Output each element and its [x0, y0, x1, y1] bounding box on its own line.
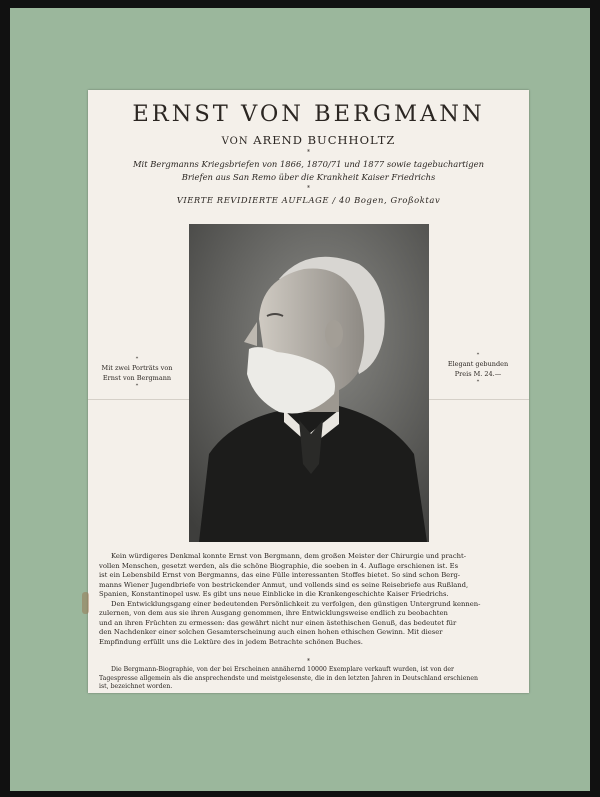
star-ornament: *	[476, 379, 480, 385]
author-name: AREND BUCHHOLTZ	[253, 133, 396, 147]
body-line: den Nachdenker einer solchen Gesamterscheinung auch einen hohen ethischen Gewinn. Mit dieser	[99, 628, 443, 636]
portrait-illustration	[189, 224, 429, 542]
subtitle-line-2: Briefen aus San Remo über die Krankheit Kaiser Friedrichs	[181, 173, 436, 183]
right-note	[438, 352, 518, 386]
footer-line: Tagespresse allgemein als die ansprechendste und meistgelesenste, die in den letzten Jahren in Deutschland erschienen	[99, 674, 479, 682]
body-line: ist ein Lebensbild Ernst von Bergmanns, das eine Fülle interessanten Stoffes bietet. So sind schon Berg-	[99, 571, 461, 579]
star-ornament: *	[307, 658, 310, 665]
advertisement-sheet	[88, 90, 529, 693]
body-line: zulernen, von dem aus sie ihren Ausgang genommen, ihre Entwicklungsweise endlich zu beobachten	[99, 609, 448, 617]
subtitle-line-1: Mit Bergmanns Kriegsbriefen von 1866, 1870/71 und 1877 sowie tagebuchartigen	[132, 160, 485, 170]
body-line: vollen Menschen, gesetzt werden, als die schöne Biographie, die soeben in 4. Auflage erschienen ist. Es	[99, 561, 459, 570]
footer-note	[99, 666, 519, 692]
left-note	[97, 356, 177, 390]
body-text	[99, 552, 519, 647]
edition-line: VIERTE REVIDIERTE AUFLAGE / 40 Bogen, Großoktav	[176, 196, 441, 206]
right-note-line: Elegant gebunden	[447, 360, 509, 368]
portrait-photo	[189, 224, 429, 542]
footer-line: ist, bezeichnet worden.	[99, 683, 173, 690]
body-line: manns Wiener Jugendbriefe von bestrickender Anmut, und vollends sind es seine Reisebriefe aus Rußland,	[99, 580, 469, 589]
star-ornament: *	[135, 356, 139, 362]
star-ornament: *	[135, 383, 139, 389]
author-line	[88, 133, 529, 147]
stain-mark	[82, 592, 89, 614]
left-note-line: Ernst von Bergmann	[102, 374, 172, 382]
star-ornament: *	[476, 352, 480, 358]
author-prefix: VON	[221, 136, 249, 147]
book-title: ERNST VON BERGMANN	[132, 101, 485, 127]
body-line: Spanien, Konstantinopel usw. Es gibt uns neue Einblicke in die Krankengeschichte Kaiser Friedrichs.	[99, 590, 449, 598]
body-line: Kein würdigeres Denkmal konnte Ernst von Bergmann, dem großen Meister der Chirurgie und pracht-	[111, 552, 467, 560]
body-line: und an ihren Früchten zu ermessen: das gewährt nicht nur einen ästethischen Genuß, das bedeutet für	[99, 618, 457, 627]
body-line: Den Entwicklungsgang einer bedeutenden Persönlichkeit zu verfolgen, den günstigen Untergrund kennen-	[111, 599, 481, 608]
star-ornament: *	[307, 149, 310, 156]
left-note-line: Mit zwei Porträts von	[101, 364, 173, 372]
body-line: Empfindung erfüllt uns die Lektüre des in jedem Betrachte schönen Buches.	[99, 637, 363, 646]
star-ornament: *	[307, 185, 310, 192]
footer-line: Die Bergmann-Biographie, von der bei Erscheinen annähernd 10000 Exemplare verkauft wurden, ist von der	[111, 666, 455, 673]
right-note-line: Preis M. 24.—	[454, 370, 502, 378]
